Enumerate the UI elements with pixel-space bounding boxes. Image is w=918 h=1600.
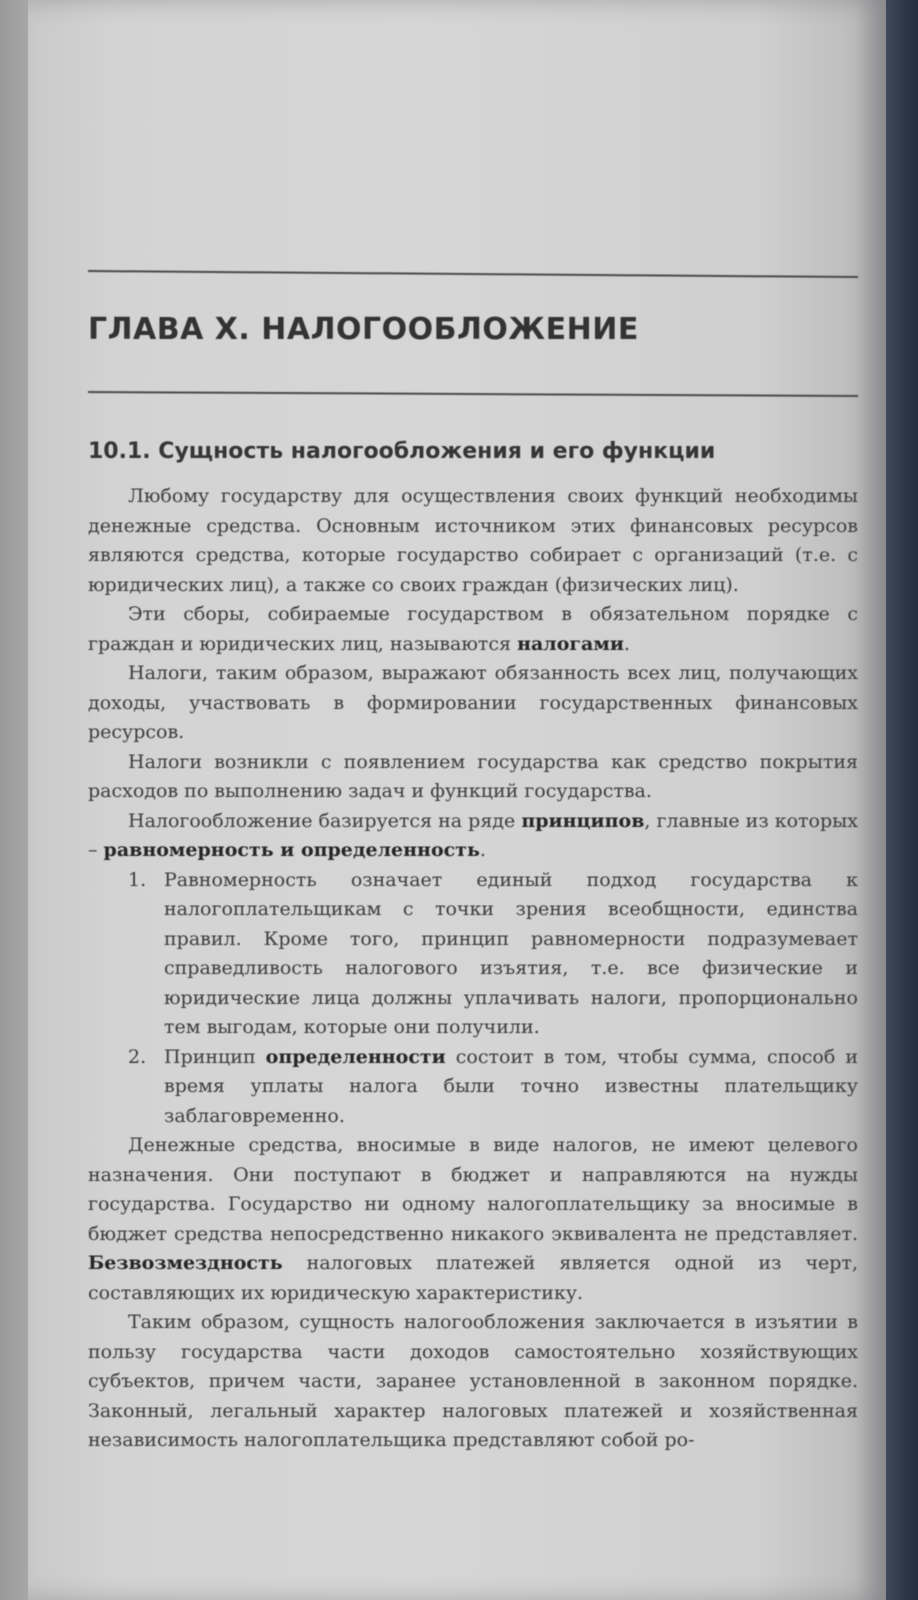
paragraph-5-text: Налогообложение базируется на ряде: [128, 809, 522, 832]
bottom-rule: [88, 391, 858, 397]
term-certainty: определенности: [265, 1045, 446, 1068]
term-gratuitousness: Безвозмездность: [88, 1252, 283, 1274]
page-content: [88, 270, 888, 1600]
term-taxes: налогами: [517, 632, 624, 655]
paragraph-6-text: Денежные средства, вносимые в виде налогов, не имеют целевого назначения. Они поступают в бюджет и направляются на нужды государства. Государство ни одному налогоплательщику за вносимые в бюджет средства непосредственно никакого эквивалента не представляет.: [88, 1134, 858, 1245]
term-uniformity-certainty: равномерность и определенность: [103, 839, 480, 861]
list-number-2: 2.: [128, 1045, 147, 1068]
paragraph-6-end: налоговых платежей является одной из черт, составляющих их юридическую характеристику.: [88, 1252, 858, 1304]
chapter-title: ГЛАВА X. НАЛОГООБЛОЖЕНИЕ: [88, 312, 639, 347]
paragraph-2-end: .: [623, 632, 630, 655]
list-item-2-text: Принцип: [164, 1045, 266, 1068]
list-item-1-text: Равномерность означает единый подход государства к налогоплательщикам с точки зрения всеобщности, единства правил. Кроме того, принцип равномерности подразумевает справедливость налогового изъятия, т.е. все физические и юридические лица должны уплачивать налоги, пропорционально тем выгодам, которые они получили.: [164, 868, 858, 1038]
paragraph-2: [88, 600, 858, 659]
top-rule: [88, 270, 858, 278]
paragraph-5-end: .: [479, 839, 486, 861]
list-item-2-end: состоит в том, чтобы сумма, способ и время уплаты налога были точно известны плательщику заблаговременно.: [164, 1045, 858, 1127]
paragraph-3: Налоги, таким образом, выражают обязанность всех лиц, получающих доходы, участвовать в формировании государственных финансовых ресурсов.: [88, 662, 858, 743]
book-spine-edge: [886, 0, 918, 1600]
list-item-2: [128, 1043, 858, 1132]
list-item-1: [128, 866, 858, 1043]
paragraph-1: Любому государству для осуществления своих функций необходимы денежные средства. Основным источником этих финансовых ресурсов являются средства, которые государство собирает с организаций (т.е. с юридических лиц), а также со своих граждан (физических лиц).: [88, 485, 858, 596]
term-principles: принципов: [521, 809, 645, 832]
paragraph-5-middle: , главные из которых –: [88, 809, 858, 861]
paragraph-5: [88, 807, 858, 866]
section-title: 10.1. Сущность налогообложения и его функции: [88, 439, 716, 464]
paragraph-7: Таким образом, сущность налогообложения заключается в изъятии в пользу государства части доходов самостоятельно хозяйствующих субъектов, причем части, заранее установленной в законном порядке. Законный, легальный характер налоговых платежей и хозяйственная независимость налогоплательщика представляют собой ро-: [88, 1311, 858, 1451]
paragraph-6: [88, 1131, 858, 1308]
book-page: [28, 0, 888, 1600]
list-number-1: 1.: [128, 868, 147, 891]
paragraph-4: Налоги возникли с появлением государства как средство покрытия расходов по выполнению задач и функций государства.: [88, 750, 858, 802]
paragraph-2-text: Эти сборы, собираемые государством в обязательном порядке с граждан и юридических лиц, называются: [88, 603, 858, 655]
